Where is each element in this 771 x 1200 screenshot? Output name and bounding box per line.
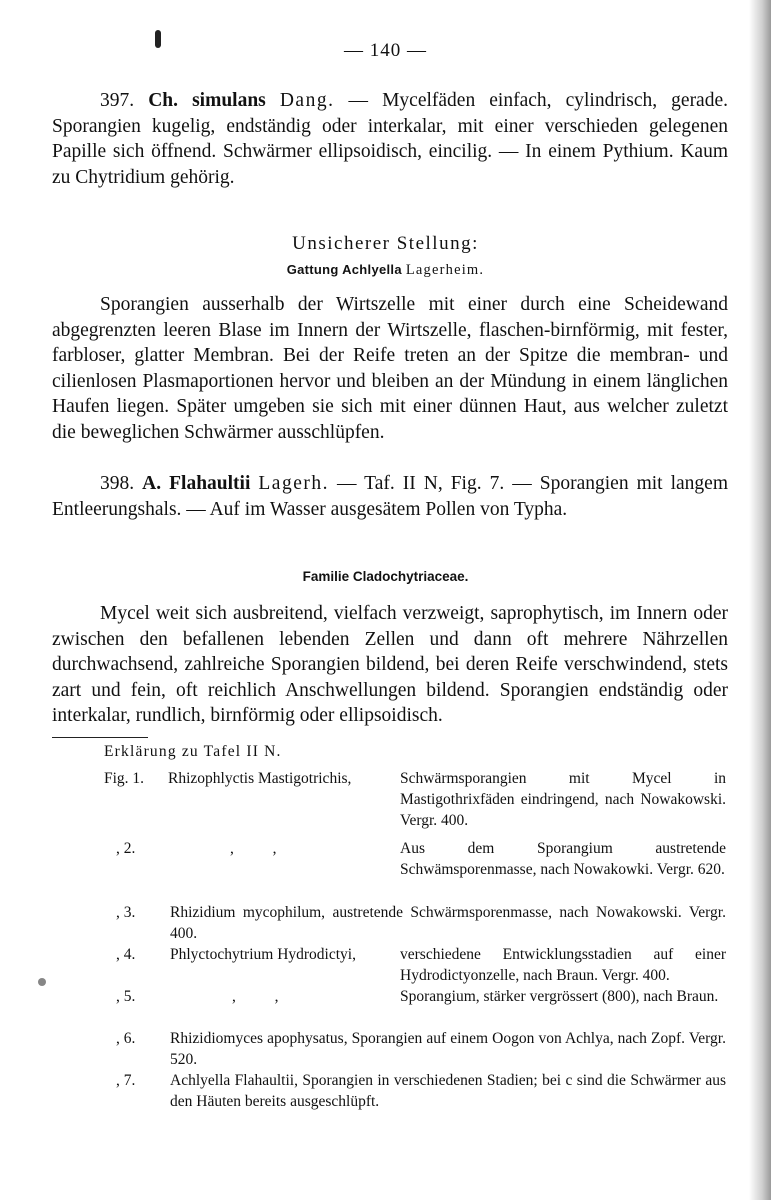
entry-398 xyxy=(52,471,728,522)
family-description: Mycel weit sich ausbreitend, vielfach verzweigt, saprophytisch, im Innern oder zwischen den befallenen lebenden Zellen und dann oft mehrere Nährzellen durchwachsend, zahlreiche Sporangien bildend, bei deren Reife verschwindend, stets zart und fein, oft reichlich Anschwellungen bildend. Sporangien endständig oder interkalar, rundlich, birnförmig oder ellipsoidisch. xyxy=(52,603,728,726)
figure-entry xyxy=(0,986,771,1028)
family-heading: Familie Cladochytriaceae. xyxy=(302,569,469,584)
figure-label: , 5. xyxy=(116,988,136,1005)
entry-text: — Mycelfäden einfach, cylindrisch, gerade. Sporangien kugelig, endständig oder interkalar, mit einer verschieden gelegenen Papille sich öffnend. Schwärmer ellipsoidisch, eincilig. — In einem Pythium. Kaum zu Chytridium gehörig. xyxy=(52,90,728,188)
species-abbrev: Ch. xyxy=(148,90,178,111)
figure-entry xyxy=(0,944,771,986)
figure-name: Rhizophlyctis Mastigotrichis, xyxy=(168,770,352,787)
genus-heading xyxy=(0,262,771,279)
section-heading: Unsicherer Stellung: xyxy=(292,233,479,254)
figure-entry xyxy=(0,1028,771,1070)
figure-label: , 4. xyxy=(116,946,136,963)
figure-description: verschiedene Entwicklungsstadien auf einer Hydrodictyonzelle, nach Braun. Vergr. 400. xyxy=(400,946,726,984)
species-name: A. Flahaultii xyxy=(142,473,251,494)
entry-number: 398. xyxy=(100,473,135,494)
entry-number: 397. xyxy=(100,90,135,111)
figure-label: , 3. xyxy=(116,904,136,921)
entry-397 xyxy=(52,88,728,190)
figure-entry xyxy=(0,838,771,902)
figure-entry xyxy=(0,1070,771,1112)
page-number: — 140 — xyxy=(344,40,427,61)
genus-description: Sporangien ausserhalb der Wirtszelle mit einer durch eine Scheidewand abgegrenzten leeren Blase im Innern der Wirtszelle, flaschen-birnförmig, mit fester, farbloser, glatter Membran. Bei der Reife treten an der Spitze die membran- und cilienlosen Plasmaportionen hervor und bleiben an der Mündung in einem länglichen Haufen liegen. Später umgeben sie sich mit einer dünnen Haut, aus welcher zuletzt die beweglichen Schwärmer ausschlüpfen. xyxy=(52,294,728,443)
figure-label: Fig. 1. xyxy=(104,770,145,787)
figure-name-ditto: , , xyxy=(230,840,277,857)
figure-name: Phlyctochytrium Hydrodictyi, xyxy=(170,946,356,963)
figure-description: Sporangium, stärker vergrössert (800), nach Braun. xyxy=(400,988,719,1005)
species-name: simulans xyxy=(192,90,266,111)
genus-author: Lagerheim. xyxy=(405,262,485,278)
figure-description: Aus dem Sporangium austretende Schwämsporenmasse, nach Nowakowki. Vergr. 620. xyxy=(400,840,726,878)
entry-text: — Taf. II N, Fig. 7. — Sporangien mit langem Entleerungshals. — Auf im Wasser ausgesätem Pollen von Typha. xyxy=(52,473,728,520)
figure-description: Schwärmsporangien mit Mycel in Mastigothrixfäden eindringend, nach Nowakowski. Vergr. 400. xyxy=(400,770,726,829)
figure-entry xyxy=(0,902,771,944)
figure-description: Rhizidiomyces apophysatus, Sporangien auf einem Oogon von Achlya, nach Zopf. Vergr. 520. xyxy=(170,1030,726,1068)
figure-entry xyxy=(0,768,771,838)
figure-description: Rhizidium mycophilum, austretende Schwärmsporenmasse, nach Nowakowski. Vergr. 400. xyxy=(170,904,726,942)
figure-description: Achlyella Flahaultii, Sporangien in verschiedenen Stadien; bei c sind die Schwärmer aus den Häuten bereits ausgeschlüpft. xyxy=(170,1072,726,1110)
species-author: Dang. xyxy=(279,90,335,111)
species-author: Lagerh. xyxy=(258,473,329,494)
explanation-title: Erklärung zu Tafel II N. xyxy=(104,743,282,760)
figure-label: , 7. xyxy=(116,1072,136,1089)
figure-label: , 2. xyxy=(116,840,136,857)
footnote-rule xyxy=(52,737,148,738)
figure-label: , 6. xyxy=(116,1030,136,1047)
genus-label: Gattung Achlyella xyxy=(286,262,402,277)
figure-name-ditto: , , xyxy=(232,988,279,1005)
